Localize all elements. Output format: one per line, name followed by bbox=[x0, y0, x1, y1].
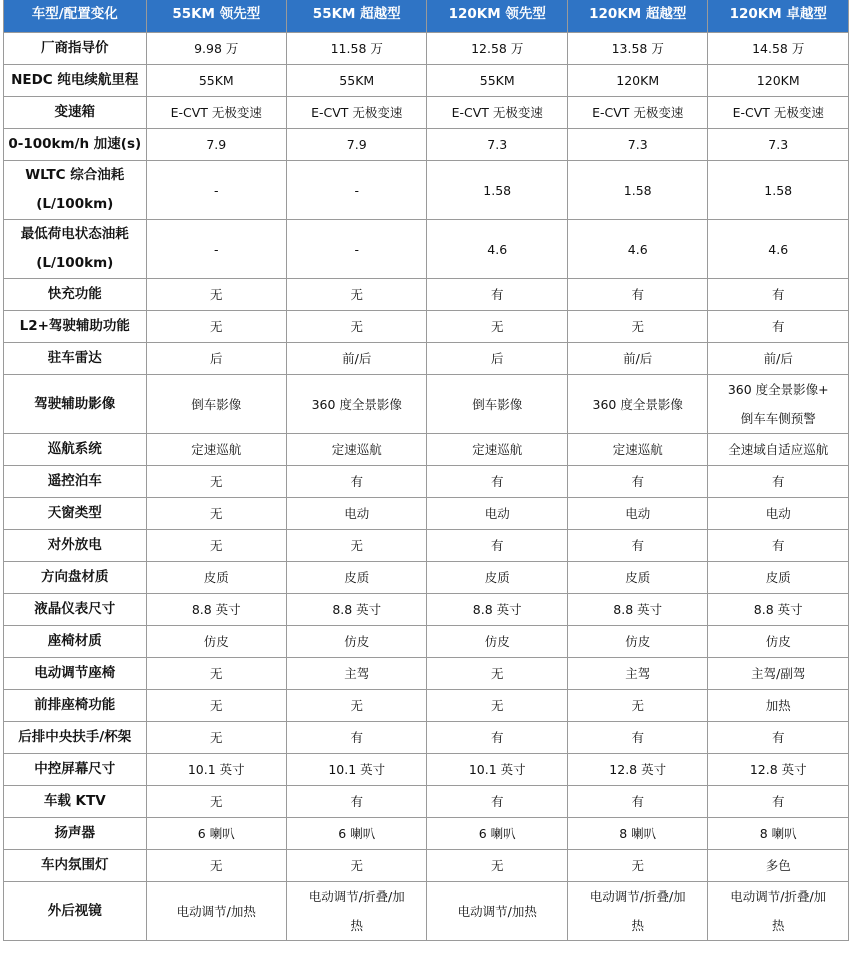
table-row bbox=[4, 129, 849, 161]
row-label: 快充功能 bbox=[4, 279, 147, 311]
row-label: 前排座椅功能 bbox=[4, 690, 147, 722]
spec-value-cell: 仿皮 bbox=[567, 626, 707, 658]
spec-value-cell: 有 bbox=[708, 279, 849, 311]
spec-value-cell: 电动调节/折叠/加 热 bbox=[708, 882, 849, 941]
spec-value-cell: 无 bbox=[146, 530, 286, 562]
row-label: 变速箱 bbox=[4, 97, 147, 129]
table-row bbox=[4, 786, 849, 818]
header-cell-model: 120KM 领先型 bbox=[427, 0, 567, 33]
spec-value-cell: 10.1 英寸 bbox=[146, 754, 286, 786]
spec-value-cell: 皮质 bbox=[427, 562, 567, 594]
spec-value-cell: 主驾 bbox=[287, 658, 427, 690]
spec-value-cell: E-CVT 无极变速 bbox=[708, 97, 849, 129]
row-label: 后排中央扶手/杯架 bbox=[4, 722, 147, 754]
spec-value-cell: 6 喇叭 bbox=[146, 818, 286, 850]
header-cell-model: 55KM 领先型 bbox=[146, 0, 286, 33]
spec-value-cell: 无 bbox=[427, 311, 567, 343]
spec-value-cell: 6 喇叭 bbox=[427, 818, 567, 850]
spec-value-cell: 仿皮 bbox=[146, 626, 286, 658]
spec-value-cell: 电动 bbox=[567, 498, 707, 530]
spec-value-cell: 8 喇叭 bbox=[567, 818, 707, 850]
spec-value-cell: 电动 bbox=[287, 498, 427, 530]
spec-value-cell: 电动调节/加热 bbox=[146, 882, 286, 941]
spec-value-cell: 无 bbox=[146, 690, 286, 722]
table-row bbox=[4, 161, 849, 220]
spec-value-cell: 前/后 bbox=[287, 343, 427, 375]
table-row bbox=[4, 97, 849, 129]
spec-value-cell: 有 bbox=[427, 786, 567, 818]
table-row bbox=[4, 530, 849, 562]
spec-value-cell: 定速巡航 bbox=[427, 434, 567, 466]
spec-comparison-table bbox=[3, 0, 849, 941]
spec-value-cell: 有 bbox=[567, 786, 707, 818]
row-label: 车载 KTV bbox=[4, 786, 147, 818]
spec-value-cell: 加热 bbox=[708, 690, 849, 722]
spec-value-cell: 55KM bbox=[146, 65, 286, 97]
table-row bbox=[4, 33, 849, 65]
table-row bbox=[4, 434, 849, 466]
spec-value-cell: 4.6 bbox=[567, 220, 707, 279]
spec-value-cell: 有 bbox=[708, 311, 849, 343]
row-label: 最低荷电状态油耗 (L/100km) bbox=[4, 220, 147, 279]
spec-value-cell: 有 bbox=[287, 466, 427, 498]
table-row bbox=[4, 220, 849, 279]
spec-value-cell: 无 bbox=[146, 466, 286, 498]
table-row bbox=[4, 65, 849, 97]
table-row bbox=[4, 658, 849, 690]
row-label: WLTC 综合油耗 (L/100km) bbox=[4, 161, 147, 220]
spec-value-cell: E-CVT 无极变速 bbox=[287, 97, 427, 129]
spec-value-cell: 7.9 bbox=[146, 129, 286, 161]
spec-value-cell: 无 bbox=[146, 498, 286, 530]
spec-value-cell: 9.98 万 bbox=[146, 33, 286, 65]
row-label: 遥控泊车 bbox=[4, 466, 147, 498]
spec-value-cell: 无 bbox=[146, 850, 286, 882]
spec-value-cell: 有 bbox=[567, 466, 707, 498]
table-row bbox=[4, 626, 849, 658]
spec-value-cell: 有 bbox=[427, 466, 567, 498]
spec-value-cell: 主驾 bbox=[567, 658, 707, 690]
spec-value-cell: 无 bbox=[427, 850, 567, 882]
spec-value-cell: 定速巡航 bbox=[287, 434, 427, 466]
spec-value-cell: 无 bbox=[287, 850, 427, 882]
spec-value-cell: 1.58 bbox=[427, 161, 567, 220]
table-row bbox=[4, 690, 849, 722]
row-label: 外后视镜 bbox=[4, 882, 147, 941]
table-row bbox=[4, 279, 849, 311]
spec-value-cell: 无 bbox=[146, 786, 286, 818]
spec-value-cell: 电动 bbox=[708, 498, 849, 530]
spec-value-cell: 8.8 英寸 bbox=[146, 594, 286, 626]
header-cell-model: 55KM 超越型 bbox=[287, 0, 427, 33]
spec-value-cell: E-CVT 无极变速 bbox=[427, 97, 567, 129]
spec-value-cell: 仿皮 bbox=[427, 626, 567, 658]
spec-value-cell: 仿皮 bbox=[287, 626, 427, 658]
row-label: 厂商指导价 bbox=[4, 33, 147, 65]
spec-value-cell: 多色 bbox=[708, 850, 849, 882]
spec-value-cell: 无 bbox=[567, 690, 707, 722]
row-label: 天窗类型 bbox=[4, 498, 147, 530]
spec-value-cell: 全速域自适应巡航 bbox=[708, 434, 849, 466]
spec-value-cell: 后 bbox=[146, 343, 286, 375]
spec-value-cell: 10.1 英寸 bbox=[287, 754, 427, 786]
spec-value-cell: - bbox=[146, 220, 286, 279]
header-cell-model: 120KM 卓越型 bbox=[708, 0, 849, 33]
spec-value-cell: - bbox=[287, 161, 427, 220]
spec-value-cell: 有 bbox=[708, 466, 849, 498]
header-cell-model: 120KM 超越型 bbox=[567, 0, 707, 33]
table-row bbox=[4, 722, 849, 754]
row-label: 液晶仪表尺寸 bbox=[4, 594, 147, 626]
spec-value-cell: 仿皮 bbox=[708, 626, 849, 658]
spec-value-cell: 皮质 bbox=[567, 562, 707, 594]
spec-value-cell: 4.6 bbox=[427, 220, 567, 279]
row-label: 方向盘材质 bbox=[4, 562, 147, 594]
table-row bbox=[4, 818, 849, 850]
spec-value-cell: 前/后 bbox=[567, 343, 707, 375]
row-label: 对外放电 bbox=[4, 530, 147, 562]
spec-value-cell: 有 bbox=[567, 279, 707, 311]
table-row bbox=[4, 343, 849, 375]
spec-value-cell: 电动 bbox=[427, 498, 567, 530]
table-row bbox=[4, 466, 849, 498]
row-label: 电动调节座椅 bbox=[4, 658, 147, 690]
spec-table-body bbox=[4, 33, 849, 941]
table-row bbox=[4, 375, 849, 434]
spec-value-cell: 无 bbox=[287, 530, 427, 562]
spec-value-cell: E-CVT 无极变速 bbox=[146, 97, 286, 129]
spec-value-cell: - bbox=[287, 220, 427, 279]
spec-value-cell: 360 度全景影像 bbox=[287, 375, 427, 434]
spec-value-cell: 有 bbox=[567, 530, 707, 562]
spec-value-cell: 无 bbox=[567, 850, 707, 882]
spec-value-cell: 7.9 bbox=[287, 129, 427, 161]
spec-value-cell: 无 bbox=[146, 658, 286, 690]
spec-value-cell: 皮质 bbox=[146, 562, 286, 594]
spec-value-cell: 8.8 英寸 bbox=[708, 594, 849, 626]
spec-value-cell: 10.1 英寸 bbox=[427, 754, 567, 786]
spec-value-cell: 有 bbox=[567, 722, 707, 754]
spec-value-cell: 8.8 英寸 bbox=[427, 594, 567, 626]
row-label: 车内氛围灯 bbox=[4, 850, 147, 882]
spec-value-cell: 120KM bbox=[708, 65, 849, 97]
row-label: L2+驾驶辅助功能 bbox=[4, 311, 147, 343]
spec-value-cell: 8.8 英寸 bbox=[567, 594, 707, 626]
spec-value-cell: 360 度全景影像+ 倒车车侧预警 bbox=[708, 375, 849, 434]
spec-value-cell: 有 bbox=[287, 722, 427, 754]
spec-value-cell: 无 bbox=[146, 311, 286, 343]
table-row bbox=[4, 754, 849, 786]
spec-value-cell: 电动调节/加热 bbox=[427, 882, 567, 941]
row-label: 0-100km/h 加速(s) bbox=[4, 129, 147, 161]
row-label: 驻车雷达 bbox=[4, 343, 147, 375]
spec-value-cell: 7.3 bbox=[708, 129, 849, 161]
table-row bbox=[4, 562, 849, 594]
row-label: 中控屏幕尺寸 bbox=[4, 754, 147, 786]
header-row bbox=[4, 0, 849, 33]
spec-value-cell: 无 bbox=[287, 690, 427, 722]
spec-value-cell: 无 bbox=[567, 311, 707, 343]
spec-value-cell: 主驾/副驾 bbox=[708, 658, 849, 690]
spec-value-cell: 前/后 bbox=[708, 343, 849, 375]
spec-value-cell: 皮质 bbox=[708, 562, 849, 594]
spec-value-cell: 倒车影像 bbox=[427, 375, 567, 434]
row-label: 巡航系统 bbox=[4, 434, 147, 466]
spec-value-cell: 8.8 英寸 bbox=[287, 594, 427, 626]
spec-value-cell: 6 喇叭 bbox=[287, 818, 427, 850]
spec-value-cell: 55KM bbox=[287, 65, 427, 97]
spec-value-cell: 12.8 英寸 bbox=[708, 754, 849, 786]
row-label: 座椅材质 bbox=[4, 626, 147, 658]
spec-value-cell: 有 bbox=[708, 722, 849, 754]
spec-value-cell: 有 bbox=[427, 722, 567, 754]
spec-value-cell: 4.6 bbox=[708, 220, 849, 279]
spec-value-cell: - bbox=[146, 161, 286, 220]
table-row bbox=[4, 311, 849, 343]
spec-value-cell: 无 bbox=[146, 722, 286, 754]
spec-value-cell: 有 bbox=[708, 786, 849, 818]
spec-value-cell: 1.58 bbox=[567, 161, 707, 220]
row-label: 驾驶辅助影像 bbox=[4, 375, 147, 434]
spec-value-cell: 7.3 bbox=[427, 129, 567, 161]
spec-value-cell: E-CVT 无极变速 bbox=[567, 97, 707, 129]
spec-value-cell: 7.3 bbox=[567, 129, 707, 161]
spec-value-cell: 倒车影像 bbox=[146, 375, 286, 434]
spec-value-cell: 电动调节/折叠/加 热 bbox=[567, 882, 707, 941]
spec-value-cell: 14.58 万 bbox=[708, 33, 849, 65]
spec-value-cell: 无 bbox=[287, 311, 427, 343]
spec-value-cell: 有 bbox=[427, 279, 567, 311]
spec-value-cell: 电动调节/折叠/加 热 bbox=[287, 882, 427, 941]
spec-value-cell: 有 bbox=[708, 530, 849, 562]
spec-value-cell: 无 bbox=[427, 690, 567, 722]
spec-value-cell: 后 bbox=[427, 343, 567, 375]
table-row bbox=[4, 850, 849, 882]
spec-value-cell: 定速巡航 bbox=[146, 434, 286, 466]
spec-value-cell: 有 bbox=[287, 786, 427, 818]
spec-value-cell: 12.58 万 bbox=[427, 33, 567, 65]
table-row bbox=[4, 498, 849, 530]
spec-value-cell: 无 bbox=[146, 279, 286, 311]
spec-value-cell: 8 喇叭 bbox=[708, 818, 849, 850]
header-cell-config: 车型/配置变化 bbox=[4, 0, 147, 33]
table-row bbox=[4, 594, 849, 626]
table-row bbox=[4, 882, 849, 941]
spec-value-cell: 无 bbox=[427, 658, 567, 690]
spec-value-cell: 55KM bbox=[427, 65, 567, 97]
spec-value-cell: 11.58 万 bbox=[287, 33, 427, 65]
spec-value-cell: 12.8 英寸 bbox=[567, 754, 707, 786]
spec-value-cell: 定速巡航 bbox=[567, 434, 707, 466]
spec-value-cell: 120KM bbox=[567, 65, 707, 97]
spec-value-cell: 无 bbox=[287, 279, 427, 311]
row-label: 扬声器 bbox=[4, 818, 147, 850]
spec-value-cell: 1.58 bbox=[708, 161, 849, 220]
row-label: NEDC 纯电续航里程 bbox=[4, 65, 147, 97]
spec-value-cell: 有 bbox=[427, 530, 567, 562]
spec-value-cell: 皮质 bbox=[287, 562, 427, 594]
spec-value-cell: 13.58 万 bbox=[567, 33, 707, 65]
spec-value-cell: 360 度全景影像 bbox=[567, 375, 707, 434]
